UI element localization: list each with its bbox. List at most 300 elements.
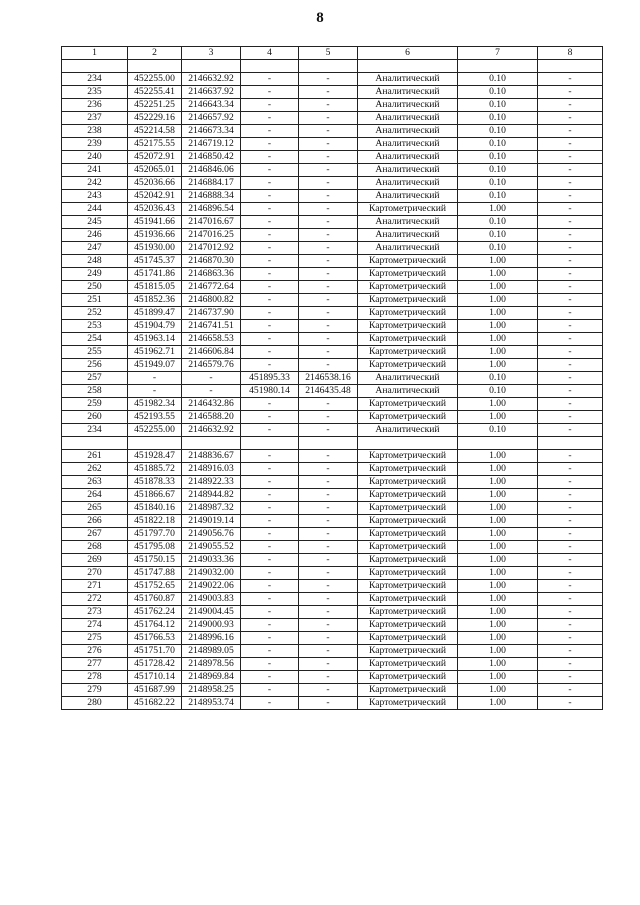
table-row [62, 177, 603, 190]
table-cell: 0.10 [458, 86, 538, 99]
table-row [62, 658, 603, 671]
table-row [62, 216, 603, 229]
column-header: 1 [62, 47, 128, 60]
table-cell: 451941.66 [128, 216, 182, 229]
table-cell: - [299, 177, 358, 190]
table-cell: 0.10 [458, 164, 538, 177]
column-header: 5 [299, 47, 358, 60]
table-row [62, 502, 603, 515]
table-cell: - [538, 593, 603, 606]
table-cell: 451866.67 [128, 489, 182, 502]
table-cell: 1.00 [458, 619, 538, 632]
table-cell: 451962.71 [128, 346, 182, 359]
table-cell: 251 [62, 294, 128, 307]
table-cell: 1.00 [458, 281, 538, 294]
table-cell: - [299, 86, 358, 99]
table-cell: 2146632.92 [182, 73, 241, 86]
table-cell: - [182, 385, 241, 398]
table-cell: - [299, 164, 358, 177]
table-cell: 451815.05 [128, 281, 182, 294]
table-cell: 1.00 [458, 255, 538, 268]
table-cell: Картометрический [358, 554, 458, 567]
table-cell: 2146737.90 [182, 307, 241, 320]
table-cell: - [241, 268, 299, 281]
table-cell: Картометрический [358, 203, 458, 216]
table-cell: - [241, 73, 299, 86]
table-cell: 2146850.42 [182, 151, 241, 164]
table-cell: 0.10 [458, 125, 538, 138]
table-cell: 2146432.86 [182, 398, 241, 411]
table-row [62, 138, 603, 151]
table-cell: 273 [62, 606, 128, 619]
table-cell: 272 [62, 593, 128, 606]
table-cell: Картометрический [358, 411, 458, 424]
table-cell: 2149000.93 [182, 619, 241, 632]
table-row [62, 606, 603, 619]
table-cell: 278 [62, 671, 128, 684]
table-cell: 276 [62, 645, 128, 658]
table-cell: - [538, 450, 603, 463]
table-cell: - [241, 164, 299, 177]
table-cell: 1.00 [458, 268, 538, 281]
table-row [62, 281, 603, 294]
table-cell: 1.00 [458, 476, 538, 489]
table-cell: 243 [62, 190, 128, 203]
table-cell: 2149055.52 [182, 541, 241, 554]
table-cell: - [241, 99, 299, 112]
table-cell: Аналитический [358, 138, 458, 151]
table-cell: 2149019.14 [182, 515, 241, 528]
table-cell: 2146435.48 [299, 385, 358, 398]
table-cell: 241 [62, 164, 128, 177]
table-cell: Картометрический [358, 333, 458, 346]
table-cell: 1.00 [458, 658, 538, 671]
table-cell: - [128, 372, 182, 385]
table-cell: - [538, 216, 603, 229]
table-row [62, 164, 603, 177]
table-cell: 451878.33 [128, 476, 182, 489]
table-cell: - [538, 580, 603, 593]
table-cell: - [241, 697, 299, 710]
table-cell: - [299, 125, 358, 138]
table-cell: 451760.87 [128, 593, 182, 606]
column-header: 4 [241, 47, 299, 60]
table-cell: 0.10 [458, 73, 538, 86]
table-cell: - [538, 424, 603, 437]
table-cell: - [299, 632, 358, 645]
table-cell: - [241, 216, 299, 229]
table-cell: 257 [62, 372, 128, 385]
table-cell: Аналитический [358, 86, 458, 99]
table-cell: Аналитический [358, 164, 458, 177]
table-cell [62, 437, 128, 450]
table-cell: 237 [62, 112, 128, 125]
table-cell: - [538, 359, 603, 372]
table-cell: 451795.08 [128, 541, 182, 554]
table-cell: 1.00 [458, 593, 538, 606]
table-row [62, 268, 603, 281]
table-cell: - [538, 112, 603, 125]
table-cell: 451963.14 [128, 333, 182, 346]
column-header: 3 [182, 47, 241, 60]
table-cell: 451899.47 [128, 307, 182, 320]
table-cell: 451982.34 [128, 398, 182, 411]
table-cell: 2146772.64 [182, 281, 241, 294]
table-cell: Картометрический [358, 307, 458, 320]
table-cell: 0.10 [458, 229, 538, 242]
table-cell: - [538, 242, 603, 255]
table-cell: 236 [62, 99, 128, 112]
table-cell: - [241, 671, 299, 684]
table-cell: - [241, 502, 299, 515]
table-cell: 1.00 [458, 320, 538, 333]
table-cell: 263 [62, 476, 128, 489]
table-cell: 2147016.25 [182, 229, 241, 242]
table-cell: - [241, 593, 299, 606]
table-cell: - [299, 697, 358, 710]
table-row [62, 476, 603, 489]
table-cell: - [538, 294, 603, 307]
table-cell: - [299, 580, 358, 593]
table-cell: 256 [62, 359, 128, 372]
table-row [62, 86, 603, 99]
coordinates-table [61, 46, 603, 710]
table-cell: 1.00 [458, 203, 538, 216]
table-cell: - [299, 450, 358, 463]
table-cell [182, 60, 241, 73]
table-cell: 244 [62, 203, 128, 216]
table-cell: 451682.22 [128, 697, 182, 710]
table-cell: - [241, 125, 299, 138]
table-cell: 2146719.12 [182, 138, 241, 151]
table-cell: - [241, 229, 299, 242]
table-cell: Картометрический [358, 476, 458, 489]
table-cell: 2146896.54 [182, 203, 241, 216]
table-cell: - [241, 606, 299, 619]
table-cell: 259 [62, 398, 128, 411]
table-cell: - [299, 99, 358, 112]
table-cell: 2146588.20 [182, 411, 241, 424]
table-row [62, 229, 603, 242]
table-cell: Картометрический [358, 463, 458, 476]
table-cell: 2146673.34 [182, 125, 241, 138]
table-cell: 451904.79 [128, 320, 182, 333]
table-cell: Картометрический [358, 671, 458, 684]
table-cell: - [538, 411, 603, 424]
table-row [62, 515, 603, 528]
table-cell: - [241, 554, 299, 567]
table-cell: 1.00 [458, 502, 538, 515]
table-cell: - [241, 112, 299, 125]
table-cell: - [538, 164, 603, 177]
table-cell: - [241, 463, 299, 476]
table-cell: 1.00 [458, 671, 538, 684]
table-cell: 268 [62, 541, 128, 554]
table-cell: Аналитический [358, 190, 458, 203]
table-cell: - [299, 593, 358, 606]
table-cell: Картометрический [358, 398, 458, 411]
table-cell: - [538, 554, 603, 567]
table-cell: - [538, 697, 603, 710]
table-cell: 452072.91 [128, 151, 182, 164]
table-cell: 2148922.33 [182, 476, 241, 489]
table-cell: 252 [62, 307, 128, 320]
table-cell: - [299, 619, 358, 632]
table-row [62, 203, 603, 216]
table-cell [241, 60, 299, 73]
table-cell: 2146884.17 [182, 177, 241, 190]
table-cell: - [538, 99, 603, 112]
table-cell: - [299, 658, 358, 671]
table-cell: Аналитический [358, 242, 458, 255]
table-cell: 2146741.51 [182, 320, 241, 333]
table-cell: 2148916.03 [182, 463, 241, 476]
table-cell: 267 [62, 528, 128, 541]
table-cell: - [241, 177, 299, 190]
table-cell: 0.10 [458, 112, 538, 125]
table-cell: - [538, 671, 603, 684]
table-cell: - [241, 619, 299, 632]
table-cell: Картометрический [358, 281, 458, 294]
table-cell [299, 437, 358, 450]
table-cell: 452255.41 [128, 86, 182, 99]
table-row [62, 112, 603, 125]
table-cell: 2146606.84 [182, 346, 241, 359]
table-row [62, 359, 603, 372]
table-cell: - [182, 372, 241, 385]
table-cell: - [538, 86, 603, 99]
table-cell: - [299, 528, 358, 541]
table-row [62, 450, 603, 463]
table-cell: 0.10 [458, 177, 538, 190]
table-cell: Аналитический [358, 372, 458, 385]
table-row [62, 320, 603, 333]
table-cell: - [241, 307, 299, 320]
table-cell: Картометрический [358, 502, 458, 515]
table-cell: - [299, 203, 358, 216]
table-row [62, 333, 603, 346]
table-row [62, 190, 603, 203]
table-cell: Картометрический [358, 320, 458, 333]
table-cell: 2148944.82 [182, 489, 241, 502]
table-cell: Картометрический [358, 606, 458, 619]
table-cell: 271 [62, 580, 128, 593]
column-header: 2 [128, 47, 182, 60]
table-cell: 0.10 [458, 216, 538, 229]
column-header: 6 [358, 47, 458, 60]
table-cell: - [299, 73, 358, 86]
table-cell: - [299, 216, 358, 229]
table-cell: - [538, 684, 603, 697]
table-cell: - [538, 502, 603, 515]
table-row [62, 632, 603, 645]
table-cell: Аналитический [358, 229, 458, 242]
table-row [62, 346, 603, 359]
table-cell: Аналитический [358, 73, 458, 86]
table-cell: 2146863.36 [182, 268, 241, 281]
table-cell: - [299, 346, 358, 359]
table-cell: 451687.99 [128, 684, 182, 697]
table-cell: Картометрический [358, 268, 458, 281]
table-cell: 235 [62, 86, 128, 99]
table-cell: Картометрический [358, 645, 458, 658]
table-row [62, 307, 603, 320]
table-cell: Картометрический [358, 450, 458, 463]
table-cell: 234 [62, 424, 128, 437]
table-cell: - [299, 255, 358, 268]
table-cell: 451936.66 [128, 229, 182, 242]
table-cell: 0.10 [458, 138, 538, 151]
table-cell: - [241, 242, 299, 255]
table-cell: 2146657.92 [182, 112, 241, 125]
table-row [62, 255, 603, 268]
table-cell: - [538, 398, 603, 411]
table-cell: - [538, 606, 603, 619]
table-cell: - [538, 463, 603, 476]
table-cell: 452193.55 [128, 411, 182, 424]
table-cell [458, 437, 538, 450]
table-cell: - [538, 658, 603, 671]
table-cell: 451949.07 [128, 359, 182, 372]
table-cell [182, 437, 241, 450]
table-cell: Аналитический [358, 216, 458, 229]
table-cell: Картометрический [358, 489, 458, 502]
table-cell: 451750.15 [128, 554, 182, 567]
table-row [62, 242, 603, 255]
table-cell: 2146579.76 [182, 359, 241, 372]
table-cell: 264 [62, 489, 128, 502]
table-cell: 452251.25 [128, 99, 182, 112]
table-cell: Картометрический [358, 541, 458, 554]
table-cell: 451840.16 [128, 502, 182, 515]
table-cell: - [538, 190, 603, 203]
table-cell: 2146632.92 [182, 424, 241, 437]
table-cell: - [241, 320, 299, 333]
table-cell: 2149022.06 [182, 580, 241, 593]
table-cell: 1.00 [458, 463, 538, 476]
table-cell: - [299, 307, 358, 320]
table-row [62, 580, 603, 593]
table-cell: - [299, 463, 358, 476]
header-row [62, 47, 603, 60]
table-row [62, 424, 603, 437]
table-cell: 1.00 [458, 515, 538, 528]
table-cell: - [241, 424, 299, 437]
table-cell: 1.00 [458, 554, 538, 567]
table-cell: Картометрический [358, 684, 458, 697]
table-cell: 266 [62, 515, 128, 528]
table-cell: - [241, 567, 299, 580]
table-cell: - [538, 528, 603, 541]
table-cell [62, 60, 128, 73]
table-cell: - [299, 502, 358, 515]
table-cell: 451980.14 [241, 385, 299, 398]
table-cell: 247 [62, 242, 128, 255]
table-cell: 2148978.56 [182, 658, 241, 671]
table-cell: 261 [62, 450, 128, 463]
table-cell: - [538, 255, 603, 268]
table-cell: 2146637.92 [182, 86, 241, 99]
table-cell: 1.00 [458, 684, 538, 697]
table-cell: 238 [62, 125, 128, 138]
table-cell: 2146888.34 [182, 190, 241, 203]
table-row [62, 489, 603, 502]
table-cell: - [128, 385, 182, 398]
table-cell: - [241, 450, 299, 463]
table-cell: - [538, 515, 603, 528]
table-cell: 246 [62, 229, 128, 242]
table-cell: Картометрический [358, 593, 458, 606]
table-cell: - [299, 112, 358, 125]
table-body [62, 60, 603, 710]
table-cell: Картометрический [358, 567, 458, 580]
table-cell: 269 [62, 554, 128, 567]
table-cell: 2148953.74 [182, 697, 241, 710]
table-cell: - [241, 476, 299, 489]
table-cell: 1.00 [458, 359, 538, 372]
table-cell: 451852.36 [128, 294, 182, 307]
table-cell: - [299, 268, 358, 281]
table-row [62, 125, 603, 138]
table-cell: 1.00 [458, 567, 538, 580]
table-cell: - [299, 320, 358, 333]
table-cell: - [241, 346, 299, 359]
table-cell: 452042.91 [128, 190, 182, 203]
table-cell: 275 [62, 632, 128, 645]
table-cell [299, 60, 358, 73]
table-cell: - [538, 229, 603, 242]
table-row [62, 541, 603, 554]
table-cell: - [241, 294, 299, 307]
table-cell: 1.00 [458, 333, 538, 346]
table-cell: Аналитический [358, 151, 458, 164]
table-cell: - [538, 333, 603, 346]
blank-separator-row [62, 437, 603, 450]
table-cell: 2147012.92 [182, 242, 241, 255]
table-cell: Картометрический [358, 632, 458, 645]
table-cell: - [241, 255, 299, 268]
table-cell: - [241, 411, 299, 424]
table-cell: 2146538.16 [299, 372, 358, 385]
table-cell: - [299, 515, 358, 528]
table-cell: Картометрический [358, 346, 458, 359]
table-row [62, 619, 603, 632]
table-cell: - [299, 359, 358, 372]
table-cell: - [299, 242, 358, 255]
table-row [62, 398, 603, 411]
table-cell: - [299, 281, 358, 294]
table-cell: - [299, 671, 358, 684]
table-cell: - [538, 73, 603, 86]
table-cell: - [241, 658, 299, 671]
table-cell: 2146870.30 [182, 255, 241, 268]
table-cell: 260 [62, 411, 128, 424]
table-cell: Картометрический [358, 697, 458, 710]
table-cell: 258 [62, 385, 128, 398]
table-cell: Аналитический [358, 125, 458, 138]
page-number: 8 [316, 10, 324, 26]
table-cell: 451764.12 [128, 619, 182, 632]
table-cell: 277 [62, 658, 128, 671]
table-cell: Картометрический [358, 658, 458, 671]
table-cell: - [241, 138, 299, 151]
table-cell: - [538, 489, 603, 502]
table-cell: - [538, 372, 603, 385]
table-cell: - [538, 346, 603, 359]
table-cell: 239 [62, 138, 128, 151]
table-cell: 452175.55 [128, 138, 182, 151]
table-cell: 2148969.84 [182, 671, 241, 684]
